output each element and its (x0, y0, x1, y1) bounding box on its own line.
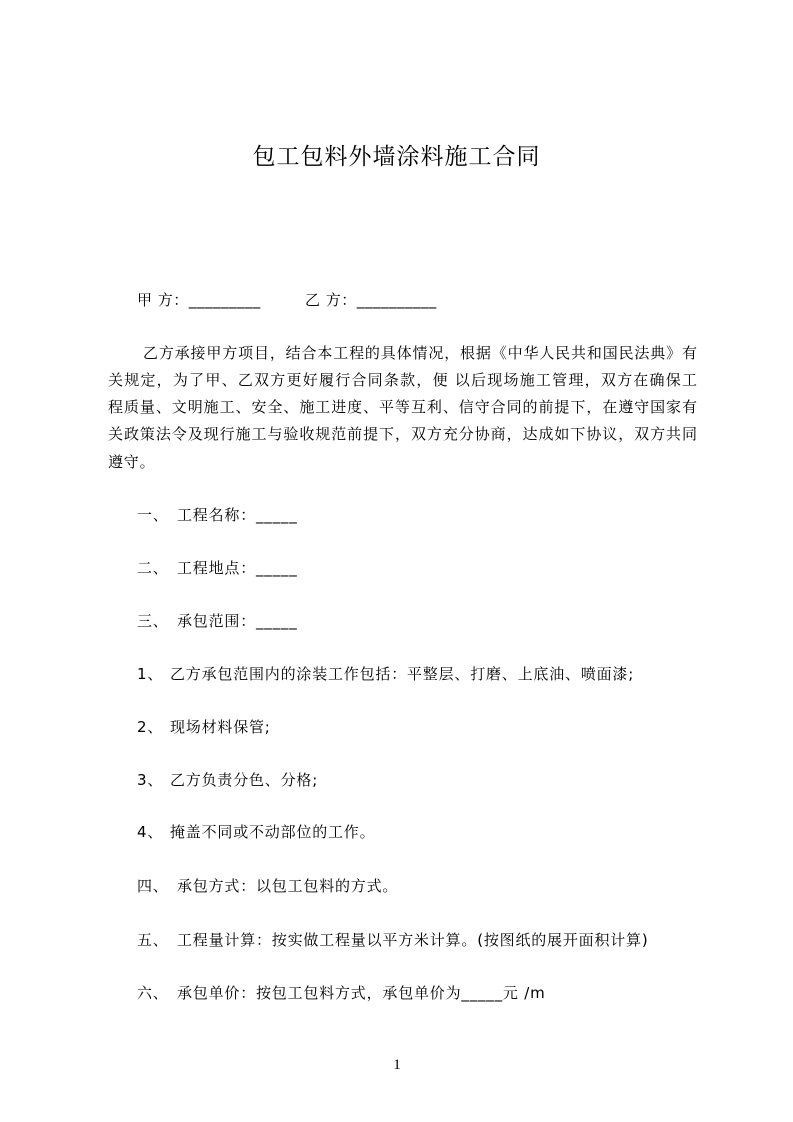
clause-item (0, 983, 793, 1003)
clause-text: 现场材料保管; (170, 718, 271, 736)
clause-text: 掩盖不同或不动部位的工作。 (170, 823, 376, 841)
preamble-line: 关政策法令及现行施工与验收规范前提下，双方充分协商，达成如下协议，双方共同 (108, 425, 697, 443)
party-a-blank: _________ (188, 291, 261, 309)
clause-marker: 三、 (137, 612, 169, 630)
clause-marker: 2、 (137, 718, 164, 736)
clause-text: 承包方式：以包工包料的方式。 (177, 877, 399, 895)
clause-item (0, 770, 793, 790)
clause-marker: 二、 (137, 559, 169, 577)
preamble-line: 遵守。 (108, 453, 156, 471)
party-b (305, 290, 437, 310)
clause-item (0, 664, 793, 684)
clause-item (0, 505, 793, 525)
clause-text: 乙方负责分色、分格; (170, 771, 319, 789)
clause-marker: 六、 (137, 984, 169, 1002)
clause-item (0, 876, 793, 896)
party-b-blank: __________ (356, 291, 437, 309)
preamble-line: 程质量、文明施工、安全、施工进度、平等互利、信守合同的前提下，在遵守国家有 (108, 398, 697, 416)
party-a (137, 290, 261, 310)
clause-marker: 四、 (137, 877, 169, 895)
clause-marker: 1、 (137, 665, 164, 683)
party-b-label: 乙 方： (305, 291, 357, 309)
document-title: 包工包料外墙涂料施工合同 (252, 144, 541, 170)
clause-text: 工程名称：_____ (177, 506, 298, 524)
preamble-line: 乙方承接甲方项目，结合本工程的具体情况，根据《中华人民共和国民法典》有 (143, 344, 697, 362)
clause-text: 工程量计算：按实做工程量以平方米计算。(按图纸的展开面积计算) (177, 931, 649, 949)
clause-item (0, 611, 793, 631)
clause-marker: 4、 (137, 823, 164, 841)
clause-text: 承包单价：按包工包料方式，承包单价为_____元 /m (177, 984, 546, 1002)
clause-item (0, 822, 793, 842)
clause-text: 乙方承包范围内的涂装工作包括：平整层、打磨、上底油、喷面漆; (170, 665, 635, 683)
clause-item (0, 558, 793, 578)
page-number: 1 (393, 1057, 401, 1073)
clause-item (0, 717, 793, 737)
preamble-line: 关规定，为了甲、乙双方更好履行合同条款，便 以后现场施工管理，双方在确保工 (108, 371, 697, 389)
clause-item (0, 930, 793, 950)
clause-marker: 五、 (137, 931, 169, 949)
clause-marker: 3、 (137, 771, 164, 789)
clause-marker: 一、 (137, 506, 169, 524)
clause-text: 承包范围：_____ (177, 612, 298, 630)
party-a-label: 甲 方： (137, 291, 189, 309)
clause-text: 工程地点：_____ (177, 559, 298, 577)
